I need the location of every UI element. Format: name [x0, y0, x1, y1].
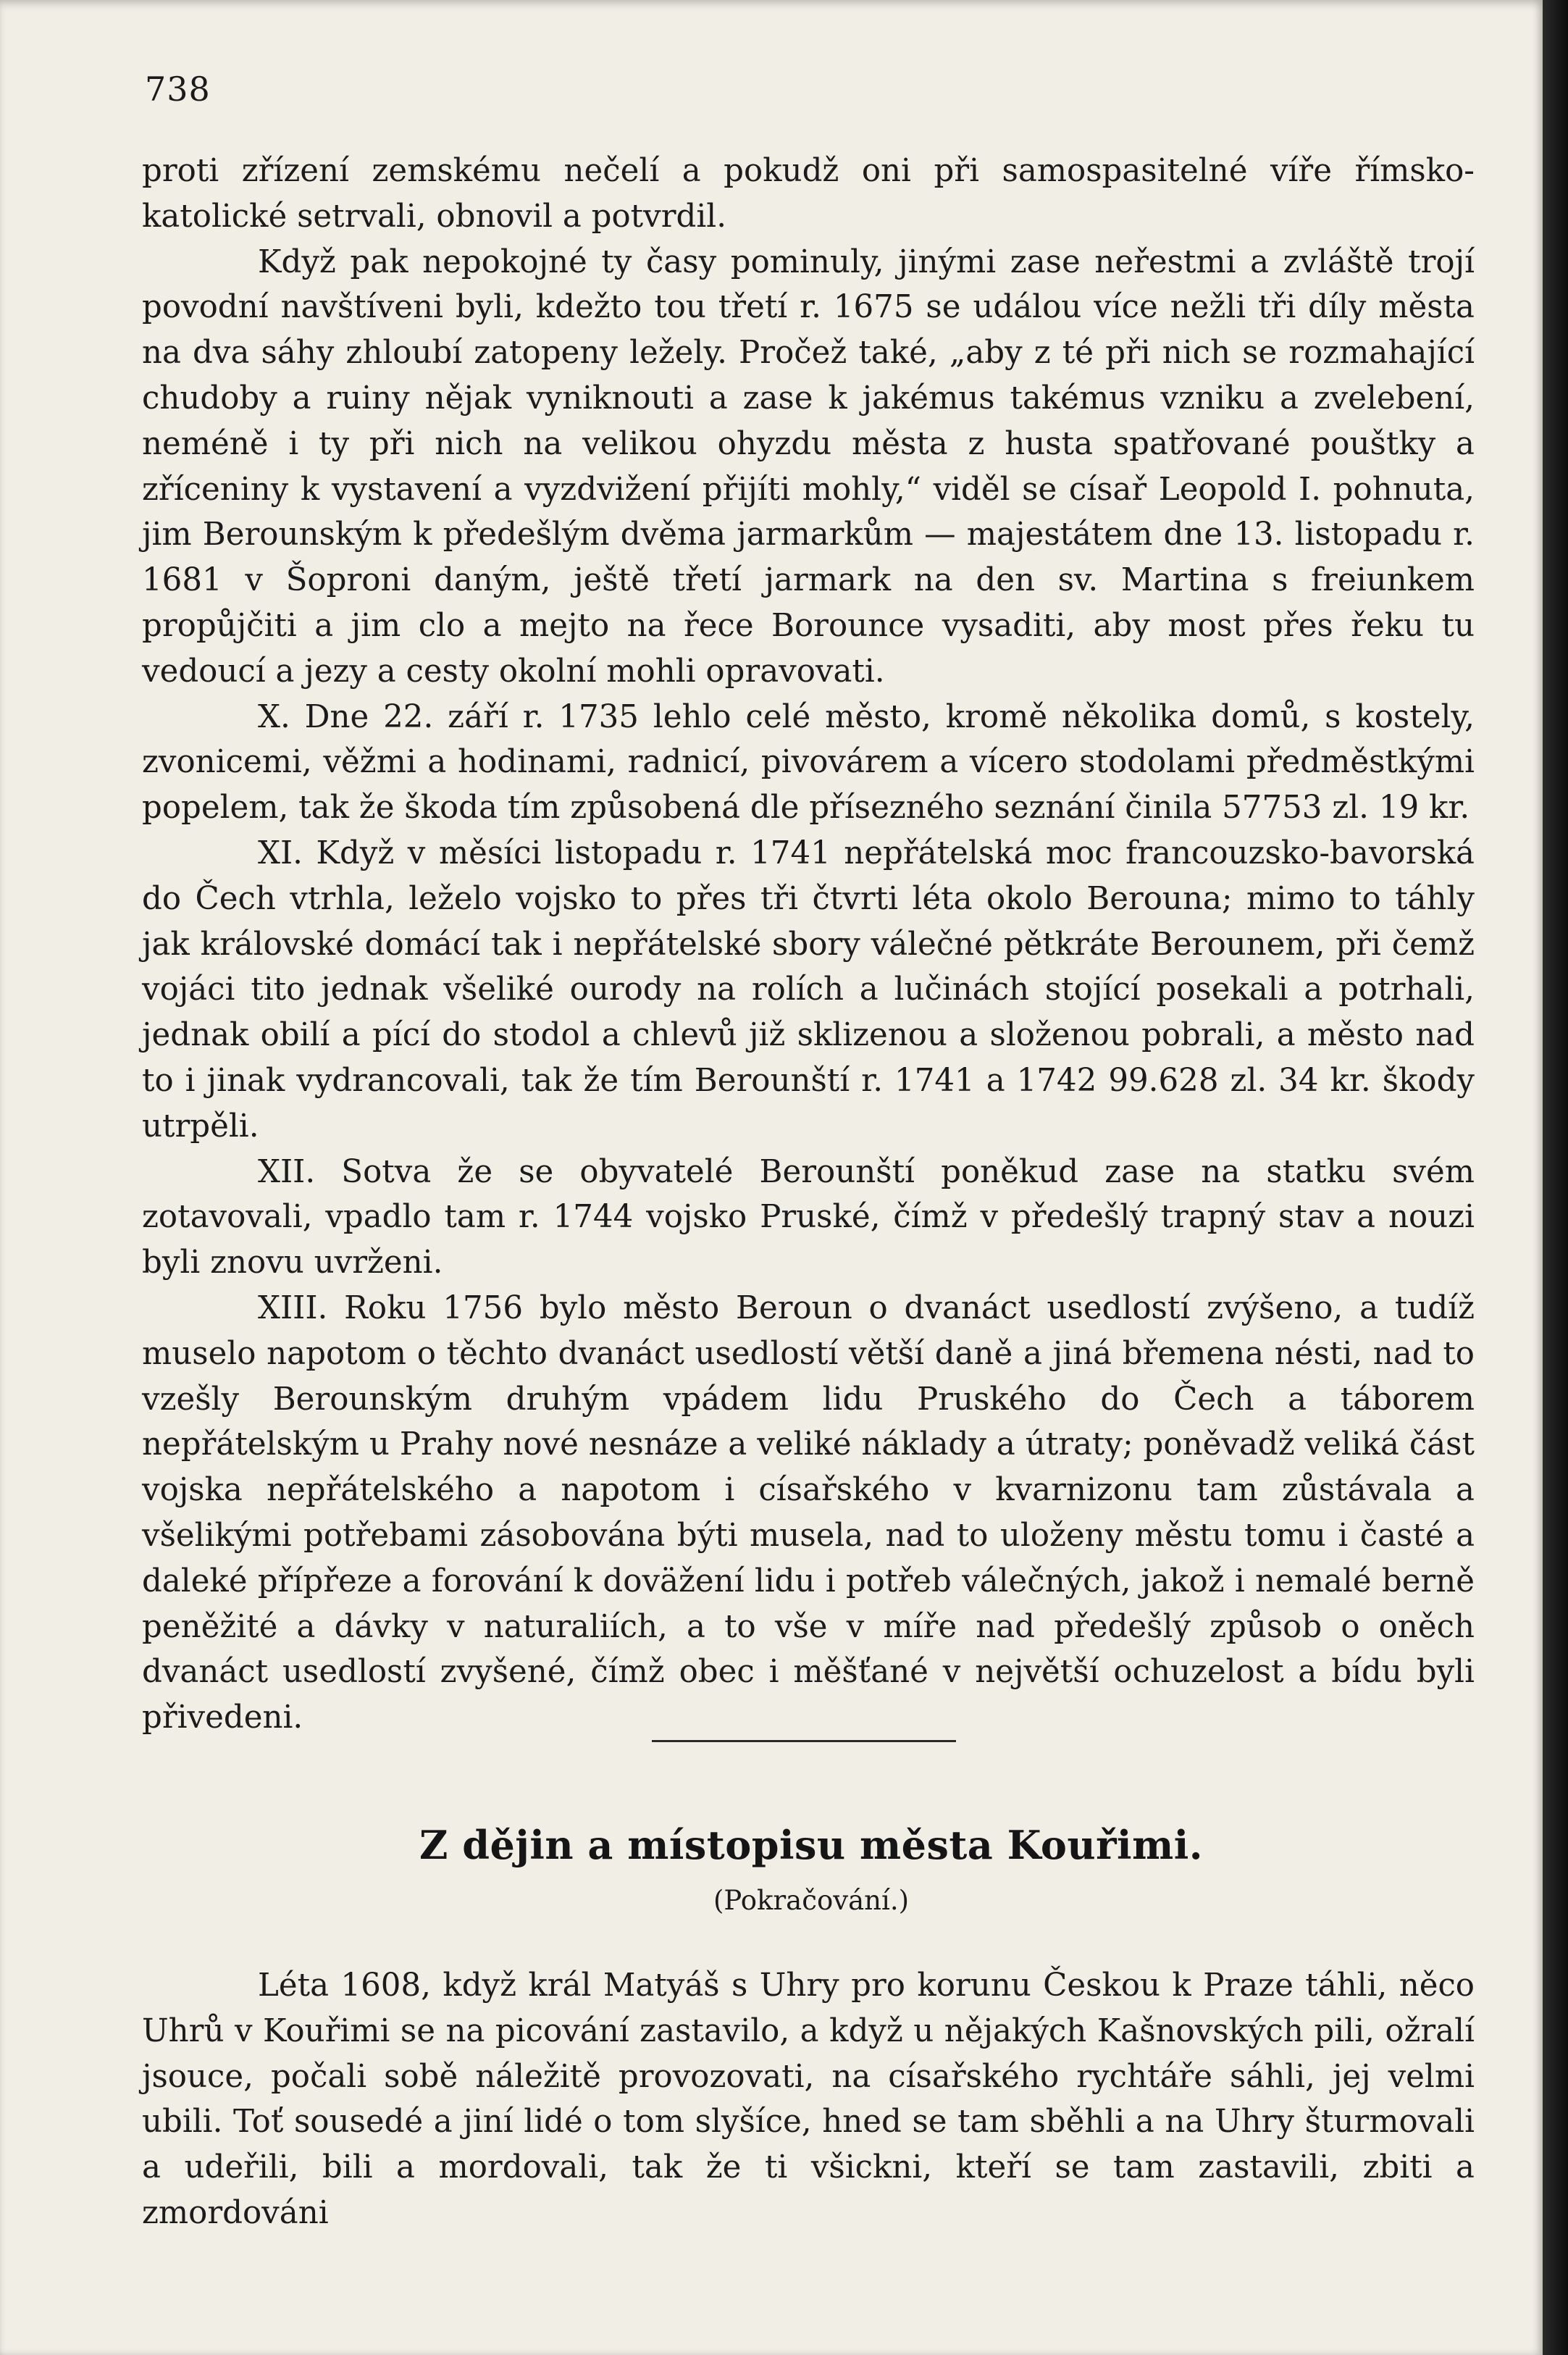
paragraph: X. Dne 22. září r. 1735 lehlo celé město, kromě několika domů, s kostely, zvonicemi, věžmi a hodinami, radnicí, pivovárem a vícero stodolami předměstkými popelem, tak že škoda tím způsobená dle přísezného seznání činila 57753 zl. 19 kr. — [142, 698, 1475, 827]
section-body — [142, 1963, 1475, 2236]
paragraph: XIII. Roku 1756 bylo město Beroun o dvanáct usedlostí zvýšeno, a tudíž muselo napotom o těchto dvanáct usedlostí větší daně a jiná břemena nésti, nad to vzešly Berounským druhým vpádem lidu Pruského do Čech a táborem nepřátelským u Prahy nové nesnáze a veliké náklady a útraty; poněvadž veliká část vojska nepřátelského a napotom i císařského v kvarnizonu tam zůstávala a všelikými potřebami zásobována býti musela, nad to uloženy městu tomu i časté a daleké přípřeze a forování k doväžení lidu i potřeb válečných, jakož i nemalé berně peněžité a dávky v naturaliích, a to vše v míře nad předešlý způsob o oněch dvanáct usedlostí zvyšené, čímž obec i měšťané v největší ochuzelost a bídu byli přivedeni. — [142, 1289, 1475, 1736]
section-title: Z dějin a místopisu města Kouřimi. — [419, 1822, 1204, 1868]
section-subtitle: (Pokračování.) — [713, 1885, 910, 1916]
section-divider — [652, 1740, 956, 1742]
paragraph: XI. Když v měsíci listopadu r. 1741 nepřátelská moc francouzsko-bavorská do Čech vtrhla, leželo vojsko to přes tři čtvrti léta okolo Berouna; mimo to táhly jak královské domácí tak i nepřátelské sbory válečné pětkráte Berounem, při čemž vojáci tito jednak všeliké ourody na rolích a lučinách stojící posekali a potrhali, jednak obilí a pící do stodol a chlevů již sklizenou a složenou pobrali, a město nad to i jinak vydrancovali, tak že tím Berounští r. 1741 a 1742 99.628 zl. 34 kr. škody utrpěli. — [142, 835, 1475, 1145]
paragraph: XII. Sotva že se obyvatelé Berounští poněkud zase na statku svém zotavovali, vpadlo tam r. 1744 vojsko Pruské, čímž v předešlý trapný stav a nouzi byli znovu uvrženi. — [142, 1153, 1475, 1281]
paragraph: proti zřízení zemskému nečelí a pokudž oni při samospasitelné víře římsko-katolické setrvali, obnovil a potvrdil. — [142, 153, 1475, 235]
page-edge-shadow — [1543, 0, 1568, 2355]
article-body — [142, 149, 1475, 1741]
paragraph: Léta 1608, když král Matyáš s Uhry pro korunu Českou k Praze táhli, něco Uhrů v Kouřimi se na picování zastavilo, a když u nějakých Kašnovských pili, ožralí jsouce, počali sobě náležitě provozovati, na císařského rychtáře sáhli, jej velmi ubili. Toť sousedé a jiní lidé o tom slyšíce, hned se tam sběhli a na Uhry šturmovali a udeřili, bili a mordovali, tak že ti všickni, kteří se tam zastavili, zbiti a zmordováni — [142, 1967, 1475, 2231]
paragraph: Když pak nepokojné ty časy pominuly, jinými zase neřestmi a zvláště trojí povodní navštíveni byli, kdežto tou třetí r. 1675 se událou více nežli tři díly města na dva sáhy zhloubí zatopeny ležely. Pročež také, „aby z té při nich se rozmahající chudoby a ruiny nějak vyniknouti a zase k jakémus takémus vzniku a zvelebení, neméně i ty při nich na velikou ohyzdu města z husta spatřované pouštky a zříceniny k vystavení a vyzdvižení přijíti mohly,“ viděl se císař Leopold I. pohnuta, jim Berounským k předešlým dvěma jarmarkům — majestátem dne 13. listopadu r. 1681 v Šoproni daným, ještě třetí jarmark na den sv. Martina s freiunkem propůjčiti a jim clo a mejto na řece Borounce vysaditi, aby most přes řeku tu vedoucí a jezy a cesty okolní mohli opravovati. — [142, 243, 1475, 690]
page-number: 738 — [145, 70, 211, 109]
